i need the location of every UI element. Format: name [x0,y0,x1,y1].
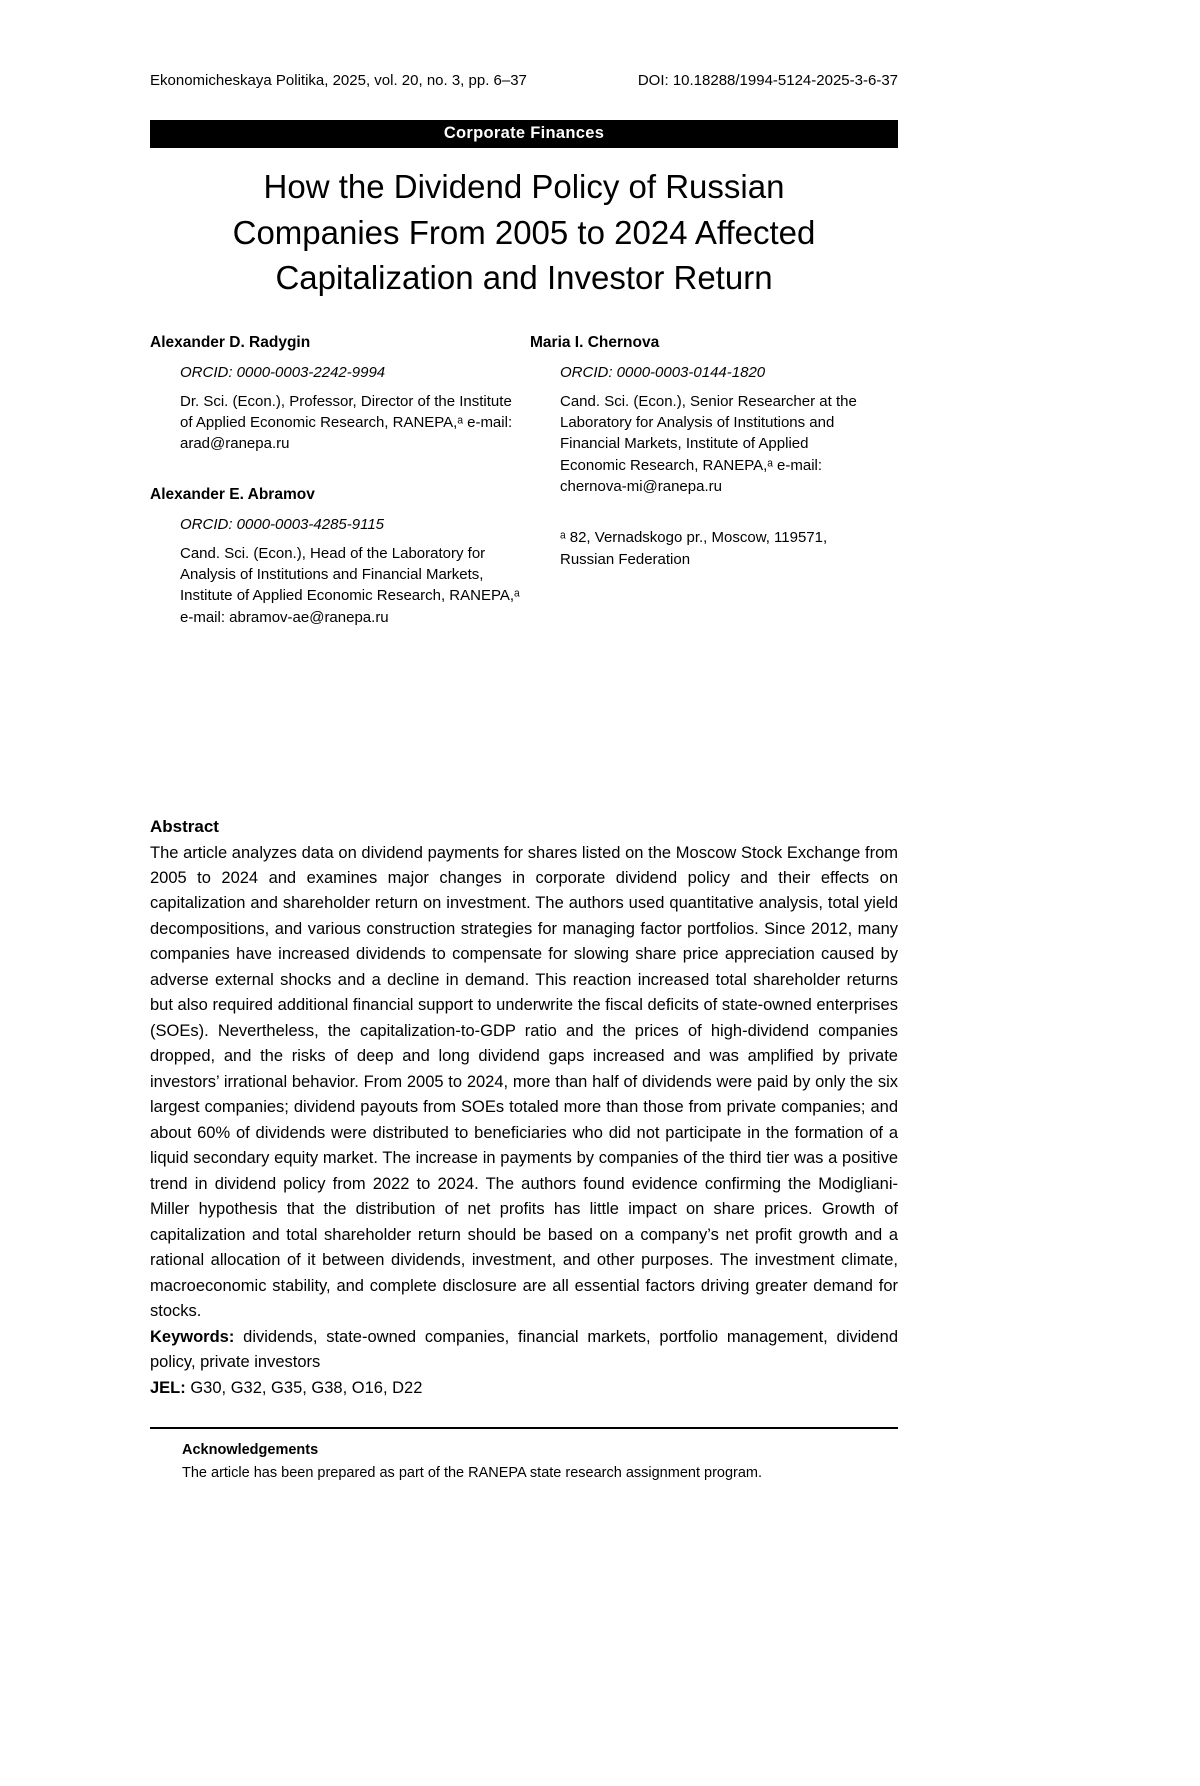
page-content [150,0,898,1484]
author-bio: Dr. Sci. (Econ.), Professor, Director of the Institute of Applied Economic Research, RANEPA,ᵃ e-mail: arad@ranepa.ru [180,392,513,453]
author-name: Maria I. Chernova [530,333,660,351]
section-banner: Corporate Finances [150,120,898,148]
authors-section [150,333,898,628]
abstract-section [150,814,898,1401]
jel-line [150,1376,898,1401]
author-orcid: ORCID: 0000-0003-4285-9115 [180,515,385,533]
acknowledgements-section [150,1427,898,1484]
abstract-heading: Abstract [150,817,219,837]
jel-label: JEL: [150,1378,186,1397]
running-header [150,72,898,90]
keywords-text: dividends, state-owned companies, financial markets, portfolio management, dividend policy, private investors [150,1327,898,1372]
author-name: Alexander D. Radygin [150,333,311,351]
authors-column-right [530,333,898,628]
affiliation-footnote: ᵃ 82, Vernadskogo pr., Moscow, 119571, Russian Federation [560,529,828,568]
author-block-chernova [530,333,898,498]
journal-citation: Ekonomicheskaya Politika, 2025, vol. 20, no. 3, pp. 6–37 [150,72,527,89]
acknowledgements-inner [150,1440,898,1484]
jel-text: G30, G32, G35, G38, O16, D22 [185,1378,423,1397]
author-name: Alexander E. Abramov [150,485,315,503]
keywords-label: Keywords: [150,1327,235,1346]
acknowledgements-heading: Acknowledgements [182,1442,319,1459]
author-bio: Cand. Sci. (Econ.), Head of the Laboratory for Analysis of Institutions and Financial Markets, Institute of Applied Economic Research, RANEPA,ᵃ e-mail: abramov-ae@ranepa.ru [180,544,520,626]
abstract-body: The article analyzes data on dividend payments for shares listed on the Moscow Stock Exchange from 2005 to 2024 and examines major changes in corporate dividend policy and their effects on capitalization and shareholder return on investment. The authors used quantitative analysis, total yield decompositions, and various construction strategies for managing factor portfolios. Since 2012, many companies have increased dividends to compensate for slowing share price appreciation caused by adverse external shocks and a decline in demand. This reaction increased total shareholder returns but also required additional financial support to underwrite the fiscal deficits of state-owned enterprises (SOEs). Nevertheless, the capitalization-to-GDP ratio and the prices of high-dividend companies dropped, and the risks of deep and long dividend gaps increased and was amplified by private investors’ irrational behavior. From 2005 to 2024, more than half of dividends were paid by only the six largest companies; dividend payouts from SOEs totaled more than those from private companies; and about 60% of dividends were distributed to beneficiaries who did not participate in the formation of a liquid secondary equity market. The increase in payments by companies of the third tier was a positive trend in dividend policy from 2022 to 2024. The authors found evidence confirming the Modigliani-Miller hypothesis that the distribution of net profits has little impact on share prices. Growth of capitalization and total shareholder return should be based on a company’s net profit growth and a rational allocation of it between dividends, investment, and other purposes. The investment climate, macroeconomic stability, and complete disclosure are all essential factors driving greater demand for stocks. [150,843,898,1321]
author-block-radygin [150,333,530,455]
author-orcid: ORCID: 0000-0003-2242-9994 [180,363,386,381]
author-block-abramov [150,485,530,628]
author-orcid: ORCID: 0000-0003-0144-1820 [560,363,766,381]
article-title: How the Dividend Policy of Russian Companies From 2005 to 2024 Affected Capitalization and Investor Return [232,168,816,297]
doi-text: DOI: 10.18288/1994-5124-2025-3-6-37 [637,72,898,89]
author-bio: Cand. Sci. (Econ.), Senior Researcher at the Laboratory for Analysis of Institutions and Financial Markets, Institute of Applied Economic Research, RANEPA,ᵃ e-mail: chernova-mi@ranepa.ru [560,392,857,495]
keywords-line [150,1325,898,1376]
authors-column-left [150,333,530,628]
acknowledgements-body: The article has been prepared as part of the RANEPA state research assignment program. [182,1465,763,1482]
